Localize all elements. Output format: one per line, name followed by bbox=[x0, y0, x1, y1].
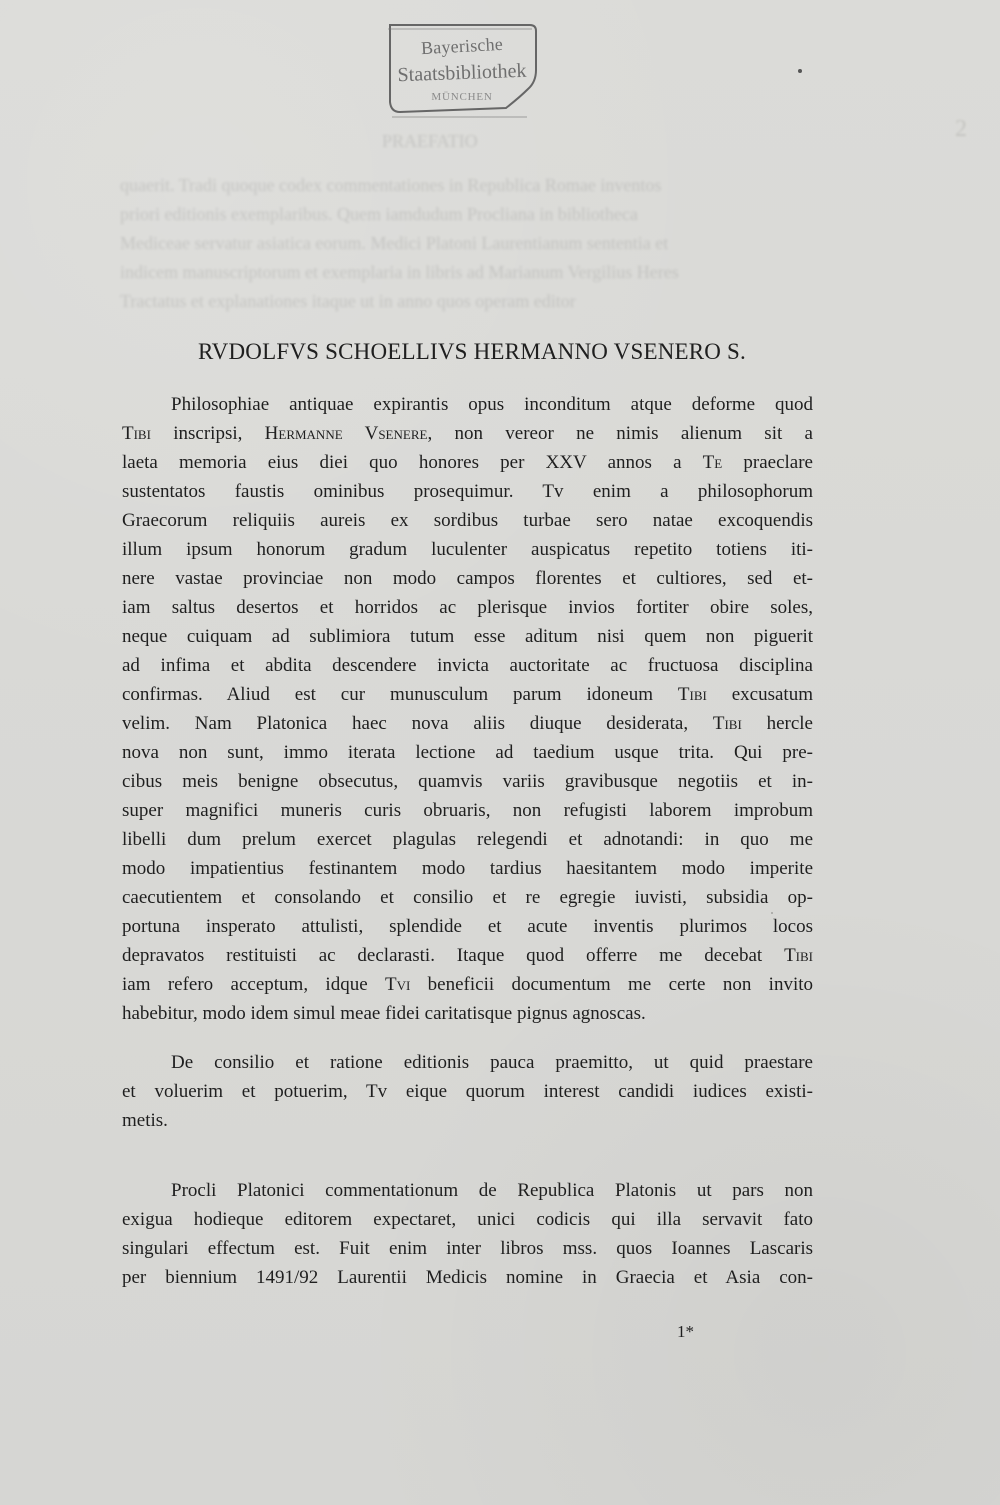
inline-text: excusatum bbox=[706, 684, 813, 705]
stamp-text-line: Bayerische bbox=[420, 33, 504, 59]
paragraph-line bbox=[122, 424, 813, 443]
inline-text: Tvi bbox=[384, 974, 411, 995]
paragraph-line bbox=[122, 975, 813, 994]
paragraph-line: illum ipsum honorum gradum luculenter auspicatus repetito totiens iti- bbox=[122, 539, 813, 560]
inline-text: Te bbox=[702, 452, 723, 473]
paragraph-line: exigua hodieque editorem expectaret, unici codicis qui illa servavit fato bbox=[122, 1209, 813, 1230]
paragraph-line: Procli Platonici commentationum de Republica Platonis ut pars non bbox=[171, 1180, 813, 1201]
paragraph-line: singulari effectum est. Fuit enim inter libros mss. quos Ioannes Lascaris bbox=[122, 1238, 813, 1259]
paragraph-line: iam saltus desertos et horridos ac plerisque invios fortiter obire soles, bbox=[122, 597, 813, 618]
paragraph-line: per biennium 1491/92 Laurentii Medicis nomine in Graecia et Asia con- bbox=[122, 1267, 813, 1288]
paragraph-line: metis. bbox=[122, 1110, 168, 1131]
print-speck bbox=[798, 69, 802, 73]
paragraph-line: nova non sunt, immo iterata lectione ad taedium usque trita. Qui pre- bbox=[122, 742, 813, 763]
paragraph-line: caecutientem et consolando et consilio et re egregie iuvisti, subsidia op- bbox=[122, 887, 813, 908]
paragraph-line: Philosophiae antiquae expirantis opus inconditum atque deforme quod bbox=[171, 394, 813, 415]
inline-text: Hermanne Vsenere bbox=[264, 423, 428, 444]
page-bleedthrough-number: 2 bbox=[955, 116, 967, 142]
inline-text: inscripsi, bbox=[150, 423, 265, 444]
paragraph-line: Graecorum reliquiis aureis ex sordibus turbae sero natae excoquendis bbox=[122, 510, 813, 531]
inline-text: hercle bbox=[741, 713, 813, 734]
paragraph-line: sustentatos faustis ominibus prosequimur. Tv enim a philosophorum bbox=[122, 481, 813, 502]
inline-text: praeclare bbox=[722, 452, 813, 473]
paragraph-line: et voluerim et potuerim, Tv eique quorum interest candidi iudices existi- bbox=[122, 1081, 813, 1102]
paragraph-line: nere vastae provinciae non modo campos florentes et cultiores, sed et- bbox=[122, 568, 813, 589]
inline-text: laeta memoria eius diei quo honores per XXV annos a bbox=[122, 452, 703, 473]
paragraph-line: cibus meis benigne obsecutus, quamvis variis gravibusque negotiis et in- bbox=[122, 771, 813, 792]
library-stamp bbox=[382, 18, 542, 122]
page-bleedthrough-line: Tractatus et explanationes itaque ut in anno quos operam editor bbox=[120, 291, 576, 311]
inline-text: beneficii documentum me certe non invito bbox=[410, 974, 814, 995]
paragraph-line: ad infima et abdita descendere invicta auctoritate ac fructuosa disciplina bbox=[122, 655, 813, 676]
paragraph-line bbox=[122, 685, 813, 704]
paragraph-line: modo impatientius festinantem modo tardius haesitantem modo imperite bbox=[122, 858, 813, 879]
stamp-text-line: MÜNCHEN bbox=[431, 91, 493, 103]
page-bleedthrough-line: priori editionis exemplaribus. Quem iamdudum Procliana in bibliotheca bbox=[120, 204, 638, 224]
inline-text: iam refero acceptum, idque bbox=[122, 974, 385, 995]
inline-text: , non vereor ne nimis alienum sit a bbox=[427, 423, 813, 444]
paragraph-line: libelli dum prelum exercet plagulas relegendi et adnotandi: in quo me bbox=[122, 829, 813, 850]
paragraph-line: super magnifici muneris curis obruaris, non refugisti laborem improbum bbox=[122, 800, 813, 821]
print-speck bbox=[771, 912, 773, 914]
page-title: RVDOLFVS SCHOELLIVS HERMANNO VSENERO S. bbox=[197, 339, 746, 364]
inline-text: Tibi bbox=[122, 423, 151, 444]
paragraph-line: De consilio et ratione editionis pauca praemitto, ut quid praestare bbox=[171, 1052, 813, 1073]
stamp-text-line: Staatsbibliothek bbox=[397, 59, 527, 87]
inline-text: velim. Nam Platonica haec nova aliis diuque desiderata, bbox=[122, 713, 713, 734]
paragraph-line bbox=[122, 453, 813, 472]
paragraph-line bbox=[122, 946, 813, 965]
signature-mark: 1* bbox=[677, 1322, 694, 1341]
paragraph-line: neque cuiquam ad sublimiora tutum esse aditum nisi quem non piguerit bbox=[122, 626, 813, 647]
page-bleedthrough-heading: PRAEFATIO bbox=[382, 131, 478, 151]
paragraph-line: habebitur, modo idem simul meae fidei caritatisque pignus agnoscas. bbox=[122, 1003, 646, 1024]
page-bleedthrough-line: indicem manuscriptorum et exemplaria in libris ad Marianum Vergilius Heres bbox=[120, 262, 679, 282]
inline-text: Tibi bbox=[712, 713, 742, 734]
page-bleedthrough-line: quaerit. Tradi quoque codex commentationes in Republica Romae inventos bbox=[120, 175, 662, 195]
paragraph-line bbox=[122, 714, 813, 733]
inline-text: depravatos restituisti ac declarasti. Itaque quod offerre me decebat bbox=[122, 945, 785, 966]
inline-text: Tibi bbox=[784, 945, 813, 966]
paragraph-line: portuna insperato attulisti, splendide et acute inventis plurimos locos bbox=[122, 916, 813, 937]
page-bleedthrough-line: Mediceae servatur asiatica eorum. Medici Platoni Laurentianum sententia et bbox=[120, 233, 669, 253]
inline-text: Tibi bbox=[677, 684, 707, 705]
inline-text: confirmas. Aliud est cur munusculum parum idoneum bbox=[122, 684, 678, 705]
